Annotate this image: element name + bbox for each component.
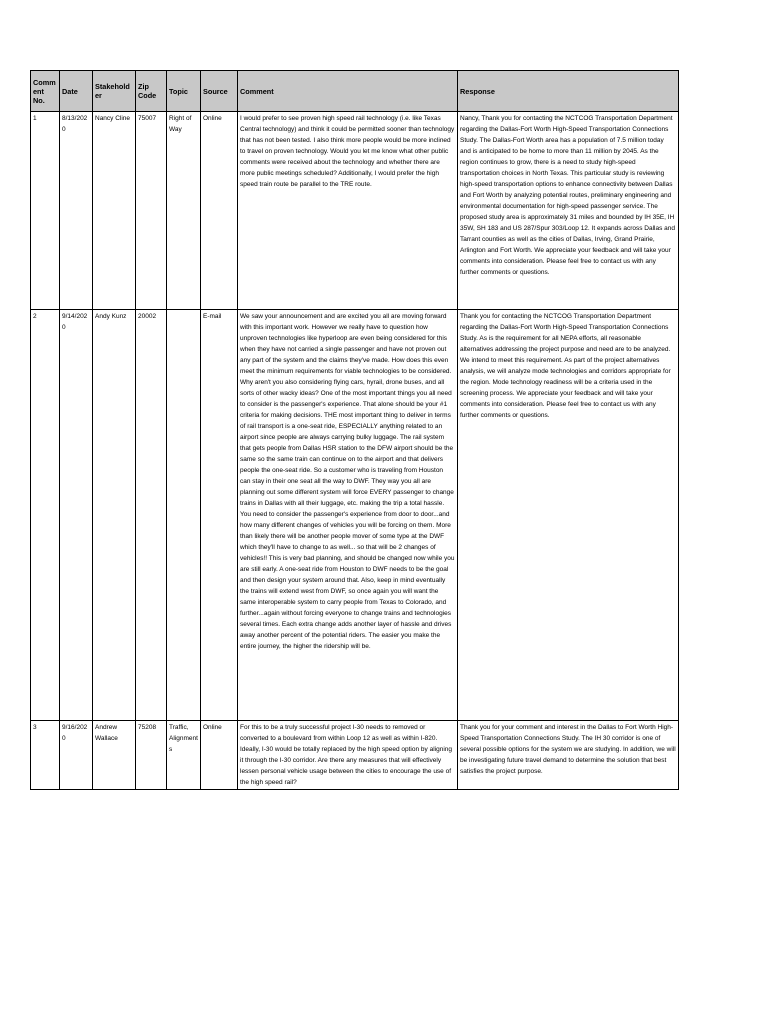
comment-table bbox=[30, 70, 679, 790]
cell-comment: I would prefer to see proven high speed rail technology (i.e. like Texas Central technology) and think it could be permitted sooner than technology that has not been tested. I also think more people would be more inclined to travel on proven technology. Would you let me know what other public comments were received about the technology and whether there are more public meetings scheduled? Additionally, I would prefer the high speed train route be parallel to the TRE route. bbox=[238, 112, 458, 310]
cell-zip-code: 75007 bbox=[136, 112, 167, 310]
header-source: Source bbox=[201, 71, 238, 112]
cell-source: Online bbox=[201, 721, 238, 790]
cell-comment: We saw your announcement and are excited you all are moving forward with this important work. However we really have to question how unproven technologies like hyperloop are even being considered for this when they have not carried a single passenger and have not proven out any part of the system and the claims they've made. How does this even meet the minimum requirements for viable technologies to be considered. Why aren't you also considering flying cars, hyrail, drone buses, and all sorts of other wacky ideas? One of the most important things you all need to consider is the passenger's experience. That alone should be your #1 criteria for making decisions. THE most important thing to deliver in terms of rail transport is a one-seat ride, ESPECIALLY anything related to an airport since people are always carrying bulky luggage. The rail system that gets people from Dallas HSR station to the DFW airport should be the same so the same train can continue on to the airport and that delivers people the one-seat ride. So a customer who is traveling from Houston can stay in their one seat all the way to DWF. They way you all are planning out some different system will force EVERY passenger to change trains in Dallas with all their luggage, etc. making the trip a total hassle. You need to consider the passenger's experience from door to door...and how many different changes of vehicles you will be forcing on them. More than likely there will be another people mover of some type at the DWF which they'll have to change to as well... so that will be 2 changes of vehicles!! This is very bad planning, and should be changed now while you are still early. A one-seat ride from Houston to DWF needs to be the goal and then design your system around that. Also, keep in mind eventually the trains will extend west from DWF, so once again you will want the same interoperable system to carry people from Texas to Colorado, and further...again without forcing everyone to change trains and technologies several times. Each extra change adds another layer of hassle and drives away another percent of the potential riders. The easier you make the entire journey, the higher the ridership will be. bbox=[238, 310, 458, 721]
comment-table-sheet bbox=[30, 70, 678, 790]
cell-topic bbox=[167, 310, 201, 721]
header-response: Response bbox=[458, 71, 679, 112]
cell-zip-code: 75208 bbox=[136, 721, 167, 790]
cell-date: 9/14/2020 bbox=[60, 310, 93, 721]
cell-topic: Traffic, Alignments bbox=[167, 721, 201, 790]
cell-comment-no: 2 bbox=[31, 310, 60, 721]
cell-date: 8/13/2020 bbox=[60, 112, 93, 310]
table-row bbox=[31, 310, 679, 721]
cell-stakeholder: Andy Kunz bbox=[93, 310, 136, 721]
cell-comment-no: 1 bbox=[31, 112, 60, 310]
cell-date: 9/16/2020 bbox=[60, 721, 93, 790]
cell-stakeholder: Nancy Cline bbox=[93, 112, 136, 310]
table-row bbox=[31, 112, 679, 310]
table-row bbox=[31, 721, 679, 790]
table-header-row bbox=[31, 71, 679, 112]
cell-response: Nancy, Thank you for contacting the NCTCOG Transportation Department regarding the Dallas-Fort Worth High-Speed Transportation Connections Study. The Dallas-Fort Worth area has a population of 7.5 million today and is anticipated to be home to more than 11 million by 2045. As the region continues to grow, there is a need to study high-speed transportation choices in North Texas. This particular study is reviewing high-speed transportation options to enhance connectivity between Dallas and Fort Worth by analyzing potential routes, preliminary engineering and environmental documentation for high-speed passenger service. The proposed study area is approximately 31 miles and bounded by IH 35E, IH 35W, SH 183 and US 287/Spur 303/Loop 12. It expands across Dallas and Tarrant counties as well as the cities of Dallas, Irving, Grand Prairie, Arlington and Fort Worth. We appreciate your feedback and will take your comments into consideration. Please feel free to contact us with any further comments or questions. bbox=[458, 112, 679, 310]
cell-topic: Right of Way bbox=[167, 112, 201, 310]
cell-comment: For this to be a truly successful project I-30 needs to removed or converted to a boulevard from within Loop 12 as well as within I-820. Ideally, I-30 would be totally replaced by the high speed option by aligning it through the I-30 corridor. Are there any measures that will effectively lessen personal vehicle usage between the cities to encourage the use of the high speed rail? bbox=[238, 721, 458, 790]
header-comment: Comment bbox=[238, 71, 458, 112]
cell-zip-code: 20002 bbox=[136, 310, 167, 721]
cell-response: Thank you for contacting the NCTCOG Transportation Department regarding the Dallas-Fort Worth High-Speed Transportation Connections Study. As is the requirement for all NEPA efforts, all reasonable alternatives addressing the project purpose and need are to be analyzed. We intend to meet this requirement. As part of the project alternatives analysis, we will analyze mode technologies and corridors appropriate for the region. Mode technology readiness will be a criteria used in the screening process. We appreciate your feedback and will take your comments into consideration. Please feel free to contact us with any further comments or questions. bbox=[458, 310, 679, 721]
header-comment-no: Comment No. bbox=[31, 71, 60, 112]
cell-stakeholder: Andrew Wallace bbox=[93, 721, 136, 790]
header-stakeholder: Stakeholder bbox=[93, 71, 136, 112]
cell-comment-no: 3 bbox=[31, 721, 60, 790]
header-zip-code: Zip Code bbox=[136, 71, 167, 112]
header-date: Date bbox=[60, 71, 93, 112]
cell-source: E-mail bbox=[201, 310, 238, 721]
header-topic: Topic bbox=[167, 71, 201, 112]
cell-source: Online bbox=[201, 112, 238, 310]
cell-response: Thank you for your comment and interest in the Dallas to Fort Worth High-Speed Transportation Connections Study. The IH 30 corridor is one of several possible options for the system we are studying. In addition, we will be investigating future travel demand to determine the solution that best satisfies the project purpose. bbox=[458, 721, 679, 790]
